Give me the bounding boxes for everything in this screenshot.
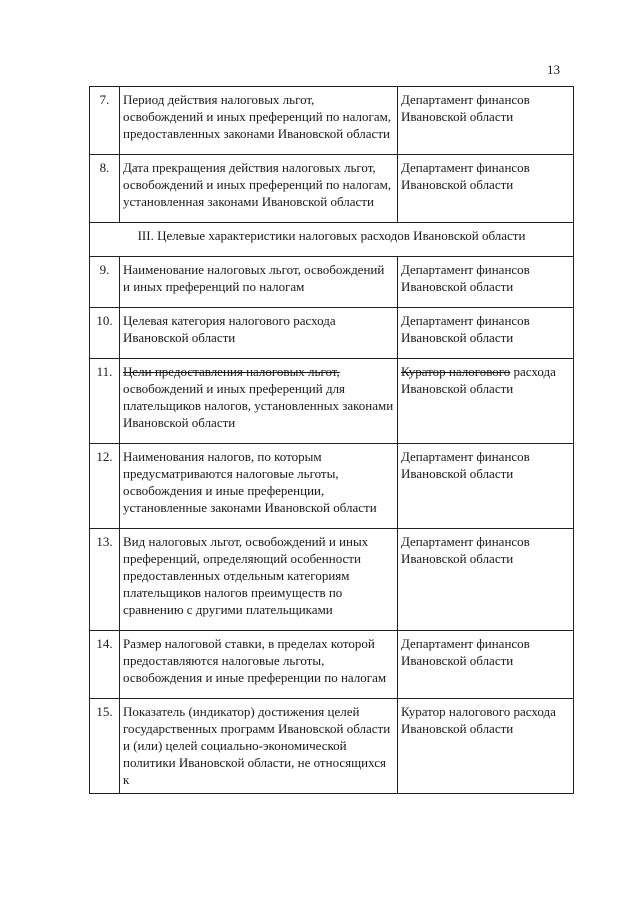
row-number: 12. — [90, 444, 120, 529]
table-row — [90, 155, 574, 223]
table-row — [90, 359, 574, 444]
responsible-body: Департамент финансов Ивановской области — [398, 631, 574, 699]
row-number: 8. — [90, 155, 120, 223]
table-row — [90, 444, 574, 529]
table-row — [90, 631, 574, 699]
responsible-body: Куратор налогового расхода Ивановской области — [398, 699, 574, 794]
responsible-body: Департамент финансов Ивановской области — [398, 87, 574, 155]
struck-text: Куратор налогового — [401, 364, 511, 379]
characteristic-name: Наименование налоговых льгот, освобождений и иных преференций по налогам — [120, 257, 398, 308]
table-row — [90, 257, 574, 308]
tax-expenditure-table — [89, 86, 574, 794]
row-number: 7. — [90, 87, 120, 155]
table-row — [90, 87, 574, 155]
name-text: освобождений и иных преференций для плательщиков налогов, установленных законами Ивановской области — [123, 381, 394, 430]
row-number: 11. — [90, 359, 120, 444]
characteristic-name — [120, 359, 398, 444]
responsible-body: Департамент финансов Ивановской области — [398, 155, 574, 223]
characteristic-name: Показатель (индикатор) достижения целей государственных программ Ивановской области и (или) целей социально-экономической политики Ивановской области, не относящихся к — [120, 699, 398, 794]
responsible-body: Департамент финансов Ивановской области — [398, 444, 574, 529]
responsible-body: Департамент финансов Ивановской области — [398, 257, 574, 308]
characteristic-name: Период действия налоговых льгот, освобождений и иных преференций по налогам, предоставленных законами Ивановской области — [120, 87, 398, 155]
characteristic-name: Вид налоговых льгот, освобождений и иных преференций, определяющий особенности предоставленных отдельным категориям плательщиков налогов преимуществ по сравнению с другими плательщиками — [120, 529, 398, 631]
resp-text: расхода Ивановской области — [401, 364, 556, 396]
table-row — [90, 308, 574, 359]
page-number: 13 — [547, 62, 560, 77]
characteristic-name: Размер налоговой ставки, в пределах которой предоставляются налоговые льготы, освобождения и иные преференции по налогам — [120, 631, 398, 699]
responsible-body — [398, 359, 574, 444]
section-header-row — [90, 223, 574, 257]
responsible-body: Департамент финансов Ивановской области — [398, 308, 574, 359]
responsible-body: Департамент финансов Ивановской области — [398, 529, 574, 631]
struck-text: Цели предоставления налоговых льгот, — [123, 364, 340, 379]
section-title: III. Целевые характеристики налоговых расходов Ивановской области — [90, 223, 574, 257]
characteristic-name: Целевая категория налогового расхода Ивановской области — [120, 308, 398, 359]
row-number: 10. — [90, 308, 120, 359]
row-number: 9. — [90, 257, 120, 308]
characteristic-name: Дата прекращения действия налоговых льгот, освобождений и иных преференций по налогам, установленная законами Ивановской области — [120, 155, 398, 223]
table-row — [90, 529, 574, 631]
row-number: 14. — [90, 631, 120, 699]
row-number: 15. — [90, 699, 120, 794]
characteristic-name: Наименования налогов, по которым предусматриваются налоговые льготы, освобождения и иные преференции, установленные законами Ивановской области — [120, 444, 398, 529]
table-row — [90, 699, 574, 794]
row-number: 13. — [90, 529, 120, 631]
